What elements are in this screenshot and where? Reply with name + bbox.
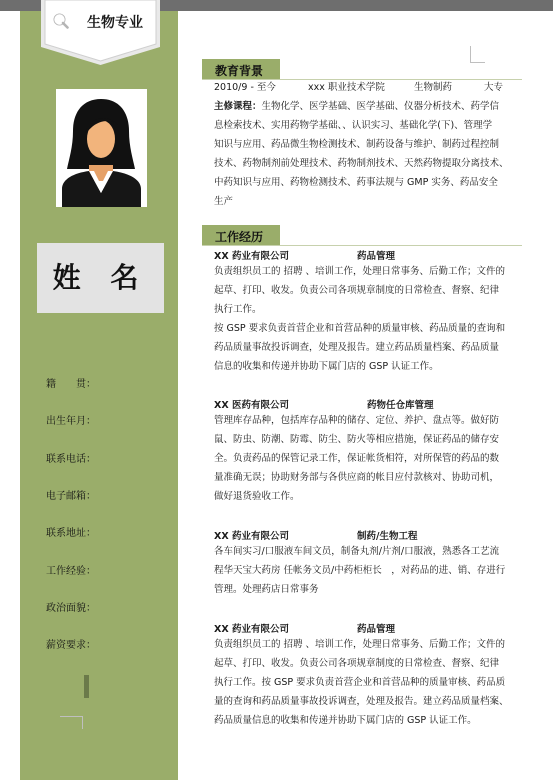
- search-icon: [53, 13, 69, 29]
- courses-line: 知识与应用、药品微生物检测技术、制药设备与维护、制药过程控制: [214, 139, 500, 150]
- courses-line: 息检索技术、实用药物学基础、、认识实习、基础化学(下)、管理学: [214, 120, 493, 131]
- work-title: 工作经历: [215, 230, 264, 244]
- education-body: [214, 78, 526, 211]
- job-line: 药品质量信息的收集和传递并协助下属门店的 GSP 认证工作。: [214, 715, 477, 726]
- job-position: 制药/生物工程: [357, 531, 418, 542]
- education-school: xxx 职业技术学院: [308, 82, 385, 93]
- job-line: 鼠、防虫、防潮、防霉、防尘、防火等相应措施，保证药品的储存安: [214, 434, 500, 445]
- field-origin: 籍 贯：: [46, 379, 96, 390]
- text-cursor-mark: [84, 675, 89, 698]
- job-position: 药品管理: [357, 624, 396, 635]
- courses-line: 生产: [214, 196, 234, 207]
- job-line: 管理库存品种，包括库存品种的储存、定位、养护、盘点等。做好防: [214, 415, 500, 426]
- courses-line: [214, 97, 526, 116]
- courses-label: 主修课程：: [214, 101, 262, 112]
- field-salary: 薪资要求：: [46, 640, 96, 651]
- job-line: 按 GSP 要求负责首营企业和首营品种的质量审核、药品质量的查询和: [214, 323, 506, 334]
- job-position: 药品管理: [357, 251, 396, 262]
- field-phone: 联系电话：: [46, 454, 96, 465]
- education-degree: 大专: [484, 82, 504, 93]
- education-major: 生物制药: [414, 82, 453, 93]
- job-company: XX 药业有限公司: [214, 251, 289, 262]
- job-company: XX 医药有限公司: [214, 400, 289, 411]
- education-period: 2010/9 - 至今: [214, 82, 276, 93]
- job-line: 负责组织员工的 招聘 、培训工作，处理日常事务、后勤工作；文件的: [214, 639, 506, 650]
- job-line: 执行工作。按 GSP 要求负责首营企业和首营品种的质量审核、药品质: [214, 677, 506, 688]
- name-box: [37, 243, 164, 313]
- courses-line: 中药知识与应用、药物检测技术、药事法规与 GMP 实务、药品安全: [214, 177, 498, 188]
- major-tag: [41, 0, 160, 65]
- education-title: 教育背景: [215, 64, 264, 78]
- major-label: 生物专业: [87, 15, 143, 31]
- job-description: [214, 411, 526, 506]
- job-line: 做好退货验收工作。: [214, 491, 300, 502]
- job-description: [214, 635, 526, 730]
- field-politics: 政治面貌：: [46, 603, 96, 614]
- field-birth: 出生年月：: [46, 416, 96, 427]
- avatar: [56, 89, 147, 207]
- courses-text: 生物化学、医学基础、医学基础、仪器分析技术、药学信: [261, 101, 500, 112]
- job-line: 执行工作。: [214, 304, 262, 315]
- field-email: 电子邮箱：: [46, 491, 96, 502]
- job-description: [214, 262, 526, 376]
- name-text: 姓 名: [52, 261, 149, 294]
- job-description: [214, 542, 526, 599]
- field-address: 联系地址：: [46, 528, 96, 539]
- job-line: 各车间实习/口服液车间文员，制备丸剂/片剂/口服液，熟悉各工艺流: [214, 546, 500, 557]
- job-line: 程华天宝大药房 任帐务文员/中药柜柜长 ，对药品的进、销、存进行: [214, 565, 506, 576]
- job-line: 起草、打印、收发。负责公司各项规章制度的日常检查、督察、纪律: [214, 285, 500, 296]
- job-company: XX 药业有限公司: [214, 624, 289, 635]
- job-line: 药品质量事故投诉调查，处理及报告。建立药品质量档案、药品质量: [214, 342, 500, 353]
- work-header: [202, 225, 280, 245]
- job-line: 起草、打印、收发。负责公司各项规章制度的日常检查、督察、纪律: [214, 658, 500, 669]
- courses-line: 技术、药物制剂前处理技术、药物制剂技术、天然药物提取分离技术、: [214, 158, 509, 169]
- job-company: XX 药业有限公司: [214, 531, 289, 542]
- job-line: 全。负责药品的保管记录工作，保证帐货相符，对所保管的药品的数: [214, 453, 500, 464]
- corner-mark: [470, 46, 485, 63]
- corner-mark: [60, 716, 83, 729]
- divider: [202, 245, 522, 246]
- education-row: [214, 78, 526, 97]
- job-line: 管理。处理药店日常事务: [214, 584, 319, 595]
- job-position: 药物任仓库管理: [367, 400, 434, 411]
- job-line: 量的查询和药品质量事故投诉调查，处理及报告。建立药品质量档案、: [214, 696, 509, 707]
- job-line: 信息的收集和传递并协助下属门店的 GSP 认证工作。: [214, 361, 439, 372]
- education-header: [202, 59, 280, 79]
- job-line: 量准确无误；协助财务部与各供应商的帐目应付款核对、协助司机，: [214, 472, 500, 483]
- field-experience: 工作经验：: [46, 566, 96, 577]
- job-line: 负责组织员工的 招聘 、培训工作，处理日常事务、后勤工作；文件的: [214, 266, 506, 277]
